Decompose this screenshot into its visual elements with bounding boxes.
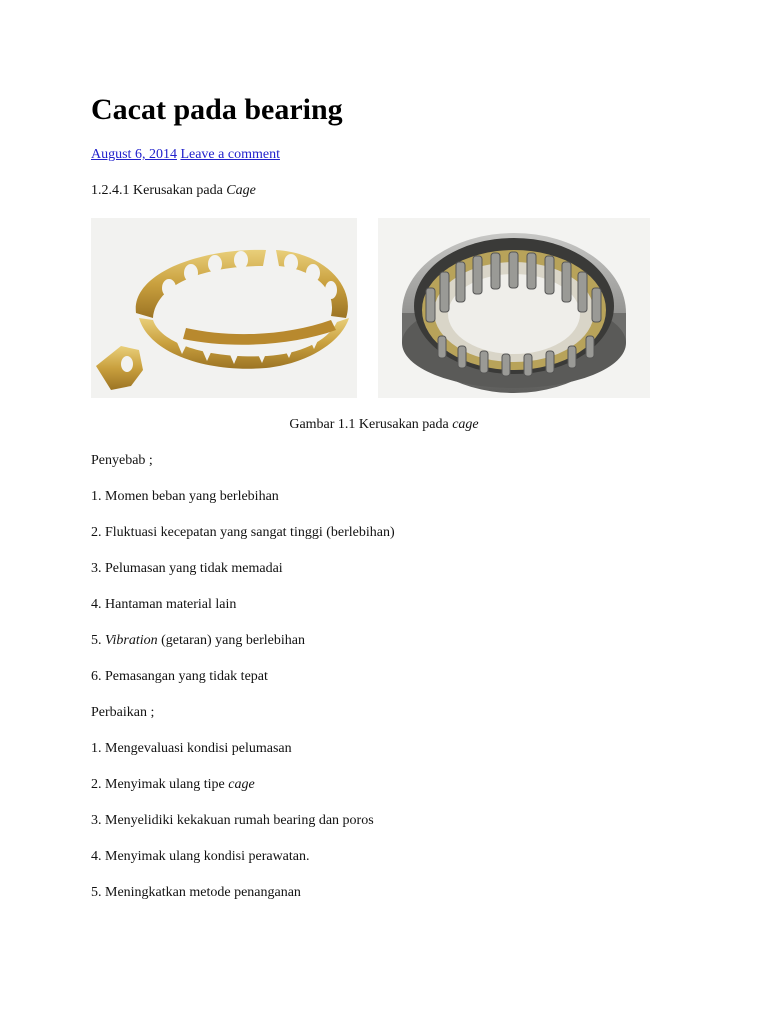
- section-heading-em: Cage: [226, 183, 256, 198]
- list-item: 1. Mengevaluasi kondisi pelumasan: [91, 741, 292, 756]
- list-item: 3. Menyelidiki kekakuan rumah bearing dan poros: [91, 813, 374, 828]
- list-item: 4. Menyimak ulang kondisi perawatan.: [91, 849, 310, 864]
- fixes-heading: Perbaikan ;: [91, 705, 155, 720]
- section-heading: 1.2.4.1 Kerusakan pada Cage: [91, 183, 256, 198]
- list-item: 2. Menyimak ulang tipe cage: [91, 777, 255, 792]
- figure-image-roller-bearing: [378, 218, 650, 398]
- figure-image-broken-cage: [91, 218, 357, 398]
- list-item: 6. Pemasangan yang tidak tepat: [91, 669, 268, 684]
- figure-caption-em: cage: [452, 417, 479, 432]
- list-item: 5. Vibration (getaran) yang berlebihan: [91, 633, 305, 648]
- post-meta: [91, 146, 280, 164]
- list-item: 4. Hantaman material lain: [91, 597, 237, 612]
- leave-comment-link[interactable]: Leave a comment: [180, 147, 280, 162]
- figure-caption: Gambar 1.1 Kerusakan pada cage: [289, 417, 479, 432]
- list-item: 1. Momen beban yang berlebihan: [91, 489, 279, 504]
- causes-heading: Penyebab ;: [91, 453, 153, 468]
- list-item: 3. Pelumasan yang tidak memadai: [91, 561, 283, 576]
- list-item: 5. Meningkatkan metode penanganan: [91, 885, 301, 900]
- page-title: Cacat pada bearing: [91, 93, 343, 126]
- list-item-em: Vibration: [105, 633, 158, 648]
- list-item-em: cage: [228, 777, 255, 792]
- list-item: 2. Fluktuasi kecepatan yang sangat tinggi (berlebihan): [91, 525, 395, 540]
- post-date-link[interactable]: August 6, 2014: [91, 147, 177, 162]
